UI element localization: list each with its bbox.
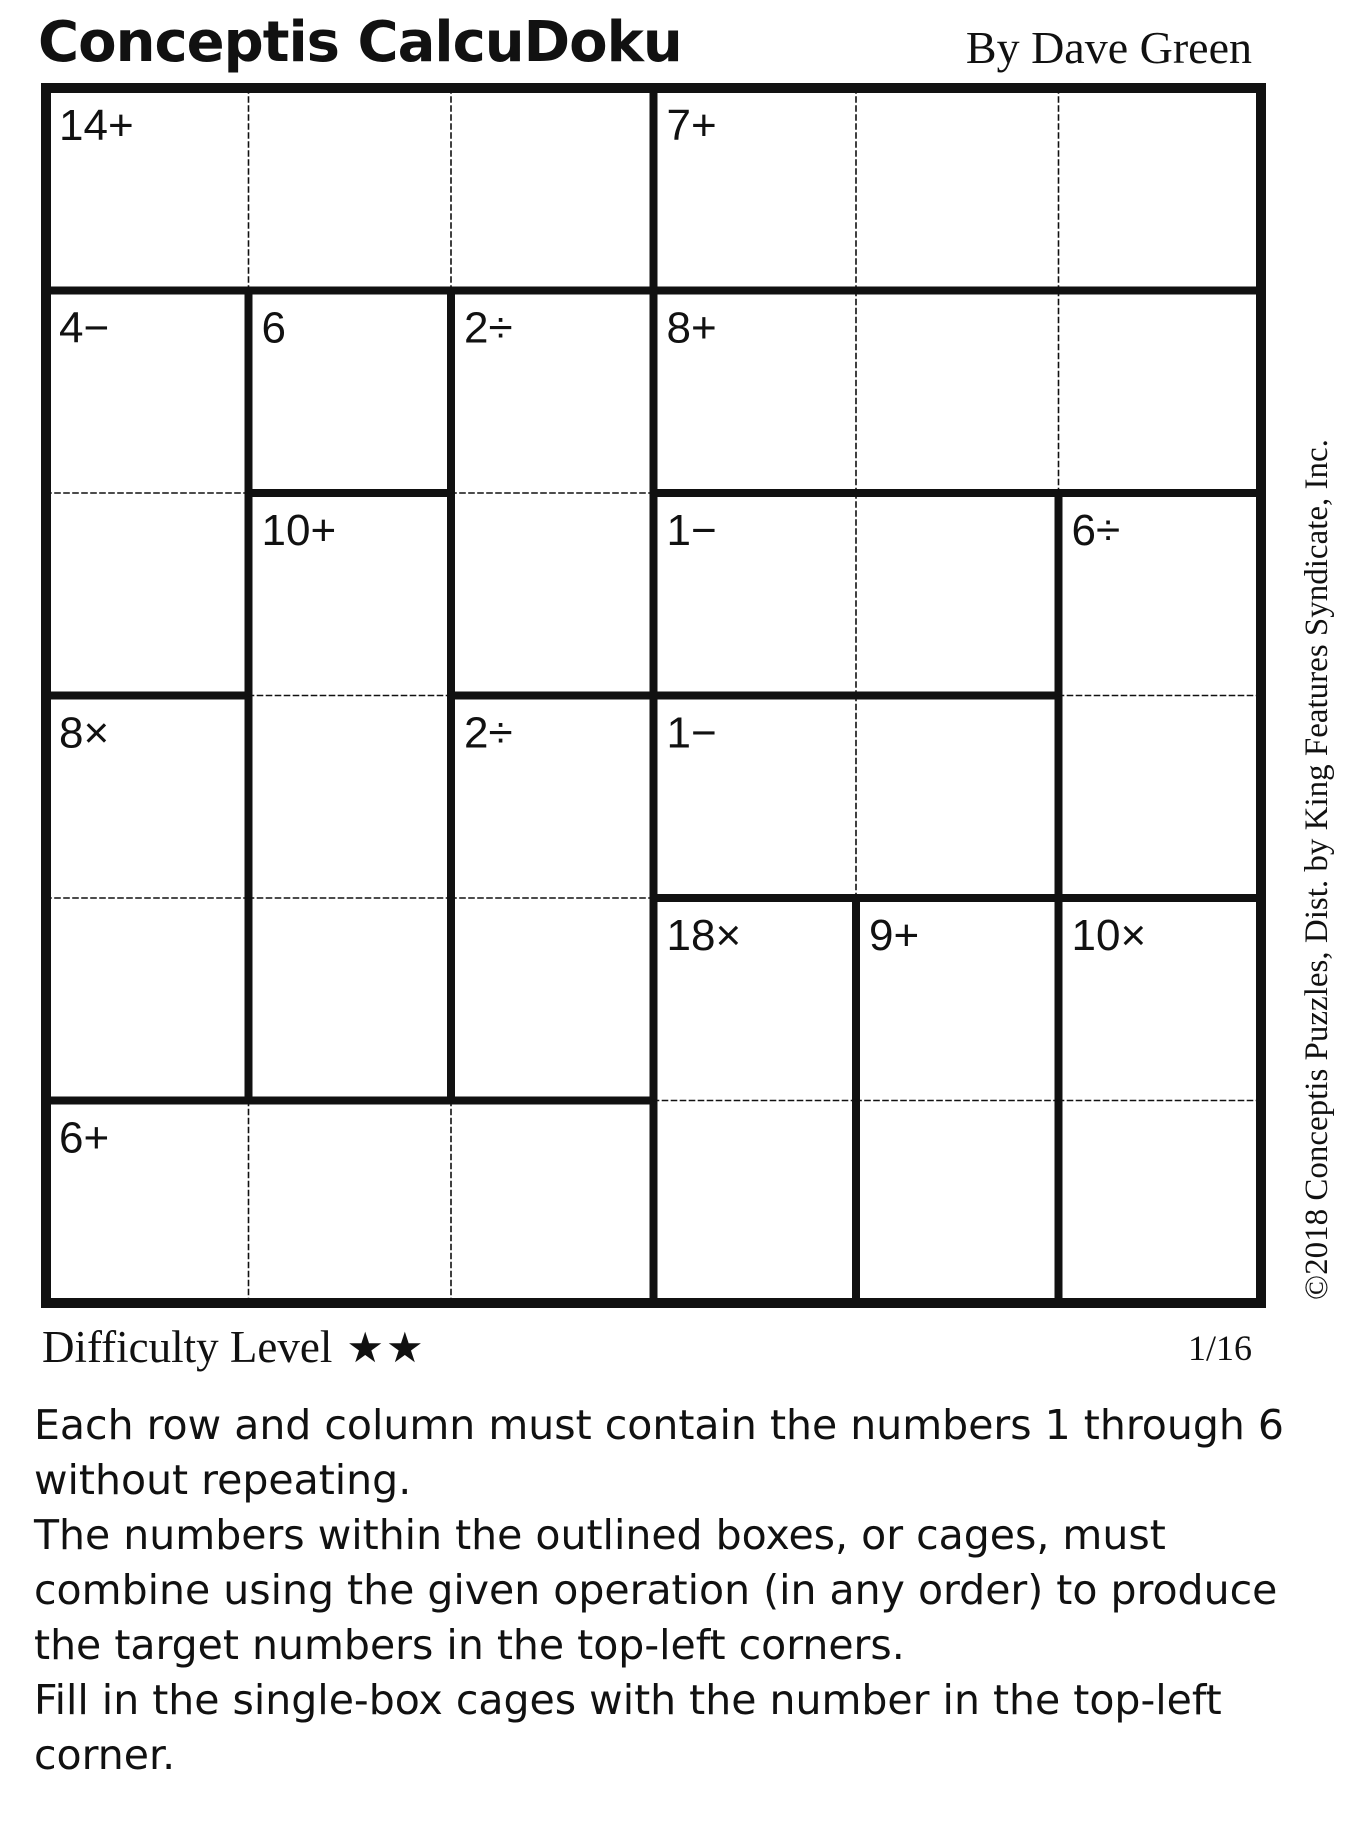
grid-cell[interactable] [249,1101,452,1304]
grid-cell[interactable] [249,696,452,899]
grid-cell[interactable] [451,88,654,291]
puzzle-number: 1/16 [1187,1328,1252,1368]
grid-cell[interactable] [856,88,1059,291]
cage-clue: 10+ [261,506,337,555]
grid-cell[interactable] [856,1101,1059,1304]
grid-cell[interactable] [46,898,249,1101]
cage-clue: 7+ [666,101,717,150]
cage-clue: 8+ [666,303,717,353]
instruction-cages: The numbers within the outlined boxes, or cages, must combine using the given operation (in any order) to produce the target numbers in the top-left corners. [34,1511,1278,1669]
puzzle-byline: By Dave Green [965,22,1252,73]
grid-cell[interactable] [451,898,654,1101]
difficulty-label: Difficulty Level [42,1322,333,1372]
grid-cell[interactable] [1059,88,1262,291]
grid-cell[interactable] [1059,291,1262,494]
cage-clue: 1− [666,708,717,758]
cage-clue: 6÷ [1071,506,1121,555]
puzzle-title: Conceptis CalcuDoku [38,10,682,75]
grid-cell[interactable] [856,696,1059,899]
grid-cell[interactable] [1059,696,1262,899]
grid-cell[interactable] [451,493,654,696]
difficulty-level [42,1320,426,1375]
cage-clue: 10× [1071,911,1147,960]
cage-clue: 2÷ [464,708,513,758]
cage-clue: 14+ [59,101,134,150]
grid-cell[interactable] [856,291,1059,494]
cage-clue: 18× [666,911,742,960]
instruction-rows-columns: Each row and column must contain the numbers 1 through 6 without repeating. [34,1401,1284,1504]
grid-cell[interactable] [1059,1101,1262,1304]
instruction-single-cages: Fill in the single-box cages with the number in the top-left corner. [34,1676,1222,1779]
cage-clue: 8× [59,708,110,758]
cage-clue: 2÷ [464,303,513,353]
cage-clue: 9+ [869,911,920,960]
grid-cell[interactable] [856,493,1059,696]
grid-cell[interactable] [451,1101,654,1304]
cage-clue: 6+ [59,1113,110,1163]
cage-clue: 4− [59,303,110,353]
cage-clue: 6 [261,303,286,353]
instructions [34,1398,1324,1783]
grid-cell[interactable] [654,1101,857,1304]
difficulty-stars-icon: ★★ [346,1323,426,1372]
grid-cell[interactable] [46,493,249,696]
grid-cell[interactable] [249,88,452,291]
cage-clue: 1− [666,506,717,555]
grid-cell[interactable] [249,898,452,1101]
copyright-notice: ©2018 Conceptis Puzzles, Dist. by King Features Syndicate, Inc. [1299,439,1335,1300]
